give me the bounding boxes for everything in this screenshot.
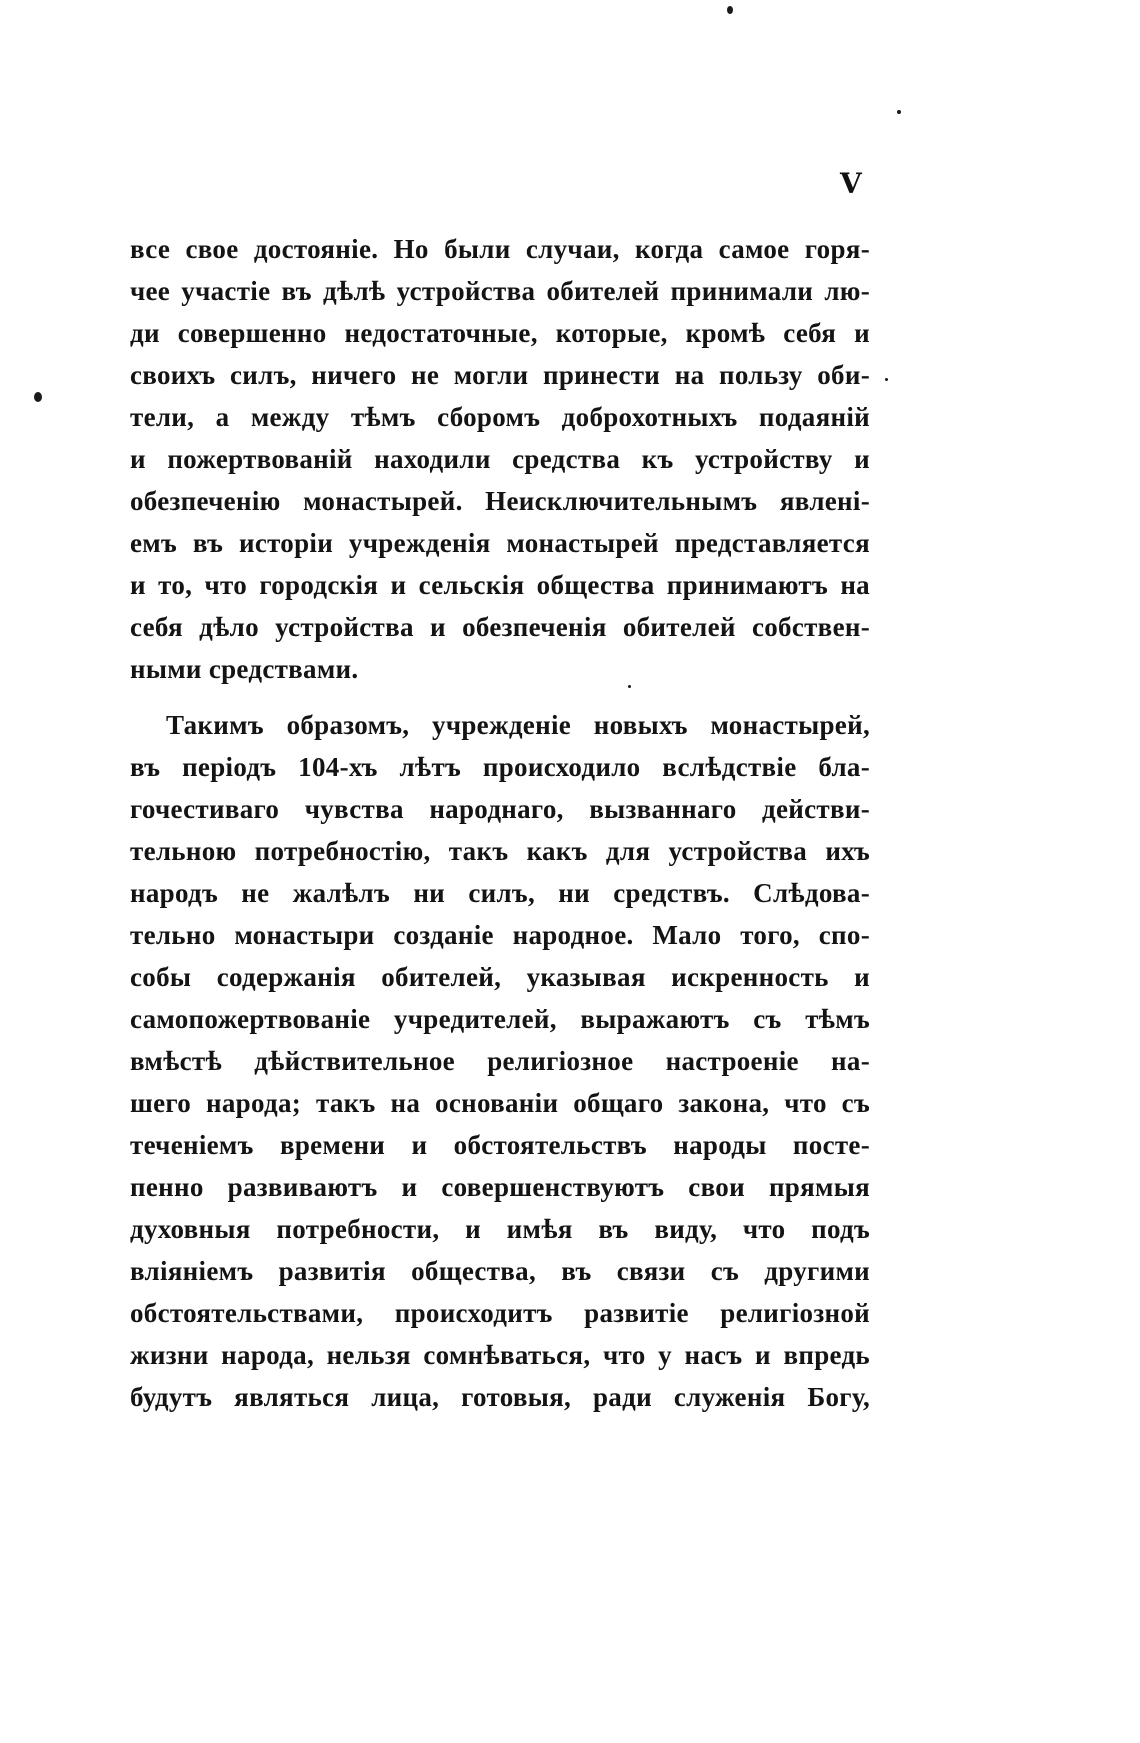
text-line: жизни народа, нельзя сомнѣваться, что у насъ и впредь [130,1340,870,1370]
text-line: духовныя потребности, и имѣя въ виду, что подъ [130,1214,870,1244]
paragraph-1 [130,228,870,690]
text-line: будутъ являться лица, готовыя, ради служенія Богу, [130,1382,870,1412]
ink-speck [897,110,901,114]
ink-speck [727,6,733,14]
text-line: Такимъ образомъ, учрежденіе новыхъ монастырей, [166,710,870,740]
text-line: все свое достояніе. Но были случаи, когда самое горя- [130,234,870,264]
text-line: собы содержанія обителей, указывая искренность и [130,962,870,992]
text-line: обстоятельствами, происходитъ развитіе религіозной [130,1298,870,1328]
text-line: тельною потребностію, такъ какъ для устройства ихъ [130,836,870,866]
text-line: въ періодъ 104-хъ лѣтъ происходило вслѣдствіе бла- [130,752,870,782]
paragraph-2 [130,704,870,1418]
text-line: тели, а между тѣмъ сборомъ доброхотныхъ подаяній [130,402,870,432]
text-line: обезпеченію монастырей. Неисключительнымъ явлені- [130,486,870,516]
paragraph-gap [130,690,870,704]
text-line: себя дѣло устройства и обезпеченія обителей собствен- [130,612,870,642]
text-line: своихъ силъ, ничего не могли принести на пользу оби- [130,360,870,390]
text-line: и пожертвованій находили средства къ устройству и [130,444,870,474]
text-line: емъ въ исторіи учрежденія монастырей представляется [130,528,870,558]
ink-speck [885,378,888,381]
text-line: теченіемъ времени и обстоятельствъ народы посте- [130,1130,870,1160]
text-line: тельно монастыри созданіе народное. Мало того, спо- [130,920,870,950]
text-line: пенно развиваютъ и совершенствуютъ свои прямыя [130,1172,870,1202]
text-line: шего народа; такъ на основаніи общаго закона, что съ [130,1088,870,1118]
page-number: V [840,167,862,200]
text-line: вмѣстѣ дѣйствительное религіозное настроеніе на- [130,1046,870,1076]
text-line: чее участіе въ дѣлѣ устройства обителей принимали лю- [130,276,870,306]
text-line: гочестиваго чувства народнаго, вызваннаго действи- [130,794,870,824]
text-line: ными средствами. [130,654,359,684]
text-line: самопожертвованіе учредителей, выражаютъ съ тѣмъ [130,1004,870,1034]
body-text [130,228,870,1418]
text-line: вліяніемъ развитія общества, въ связи съ другими [130,1256,870,1286]
ink-speck [34,392,42,402]
text-line: народъ не жалѣлъ ни силъ, ни средствъ. Слѣдова- [130,878,870,908]
text-line: и то, что городскія и сельскія общества принимаютъ на [130,570,870,600]
text-line: ди совершенно недостаточные, которые, кромѣ себя и [130,318,870,348]
